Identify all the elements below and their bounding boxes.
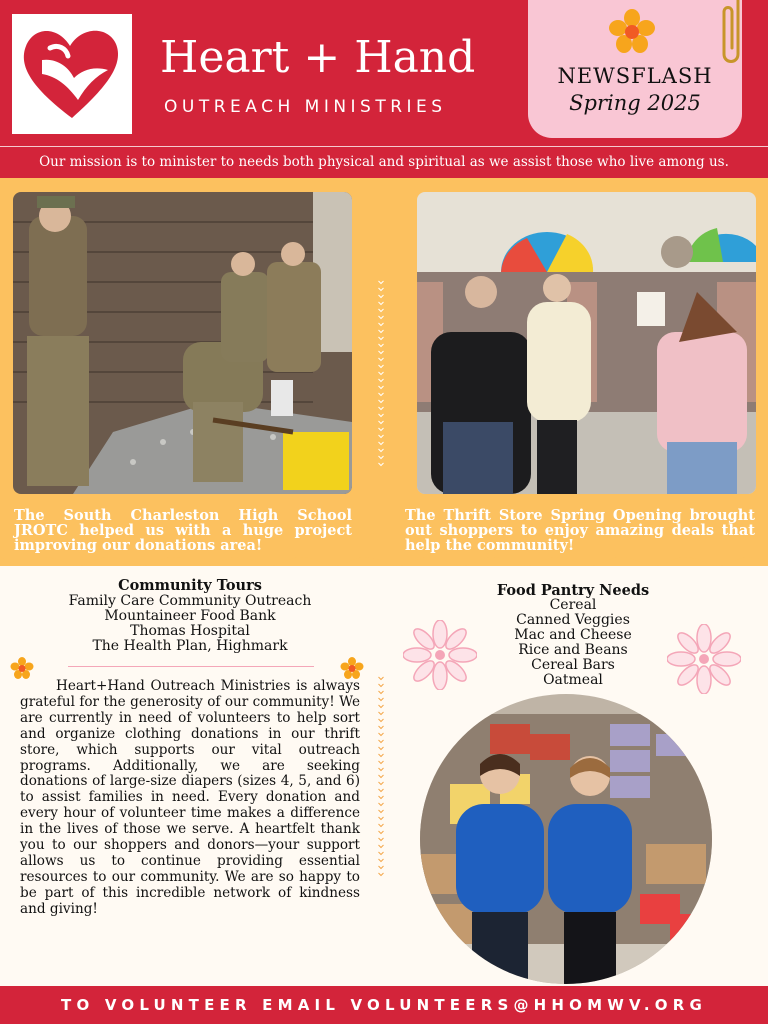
header	[0, 0, 768, 146]
food-pantry-title: Food Pantry Needs	[496, 582, 650, 599]
community-tour-item: The Health Plan, Highmark	[92, 638, 288, 654]
newsflash-season: Spring 2025	[569, 91, 701, 115]
heart-hand-logo-icon	[12, 14, 132, 134]
flower-icon	[10, 656, 34, 680]
brand-title: Heart + Hand	[160, 32, 476, 83]
jrotc-scene-image	[13, 192, 352, 494]
community-tour-item: Thomas Hospital	[130, 623, 250, 639]
volunteer-email-text: TO VOLUNTEER EMAIL VOLUNTEERS@HHOMWV.ORG	[61, 996, 707, 1014]
pink-flower-icon	[403, 620, 477, 690]
pantry-item: Cereal Bars	[531, 657, 615, 673]
thrift-store-photo	[417, 192, 756, 494]
mission-bar	[0, 146, 768, 179]
brand-subtitle: OUTREACH MINISTRIES	[164, 97, 447, 117]
paperclip-icon	[718, 0, 748, 68]
appeal-text: Heart+Hand Outreach Ministries is always grateful for the generosity of our community! We are currently in need of volunteers to help sort and organize clothing donations in our thrift store, which supports our vital outreach programs. Additionally, we are seeking donations of large-size diapers (sizes 4, 5, and 6) to assist families in need. Every donation and every hour of volunteer time makes a difference in the lives of those we serve. A heartfelt thank you to our shoppers and donors—your support allows us to continue providing essential resources to our community. We are so happy to be part of this incredible network of kindness and giving!	[20, 678, 360, 917]
pantry-item: Oatmeal	[543, 672, 603, 688]
community-tour-item: Family Care Community Outreach	[68, 593, 312, 609]
scalloped-edge	[0, 556, 768, 570]
logo	[12, 14, 132, 134]
jrotc-photo	[13, 192, 352, 494]
flower-icon	[340, 656, 364, 680]
pantry-item: Canned Veggies	[516, 612, 630, 628]
mission-statement: Our mission is to minister to needs both physical and spiritual as we assist those who live among us.	[39, 154, 729, 170]
pink-flower-icon	[667, 624, 741, 694]
pantry-item: Rice and Beans	[518, 642, 628, 658]
pink-divider-line	[68, 666, 314, 667]
pantry-item: Cereal	[549, 597, 597, 613]
chevron-divider-top	[378, 184, 384, 564]
community-tours-title: Community Tours	[118, 577, 262, 594]
appeal-paragraph	[20, 679, 360, 918]
footer-bar	[0, 986, 768, 1024]
food-pantry-scene-image	[420, 694, 712, 984]
jrotc-caption: The South Charleston High School JROTC helped us with a huge project improving our donations area!	[14, 507, 352, 554]
thrift-store-caption: The Thrift Store Spring Opening brought out shoppers to enjoy amazing deals that help the community!	[405, 507, 755, 554]
chevron-divider-bottom	[378, 572, 384, 984]
community-tour-item: Mountaineer Food Bank	[104, 608, 276, 624]
thrift-store-scene-image	[417, 192, 756, 494]
flower-icon	[608, 8, 656, 54]
newsflash-title: NEWSFLASH	[557, 64, 713, 88]
pantry-item: Mac and Cheese	[514, 627, 632, 643]
food-pantry-photo	[420, 694, 712, 984]
newsflash-badge	[528, 0, 742, 138]
